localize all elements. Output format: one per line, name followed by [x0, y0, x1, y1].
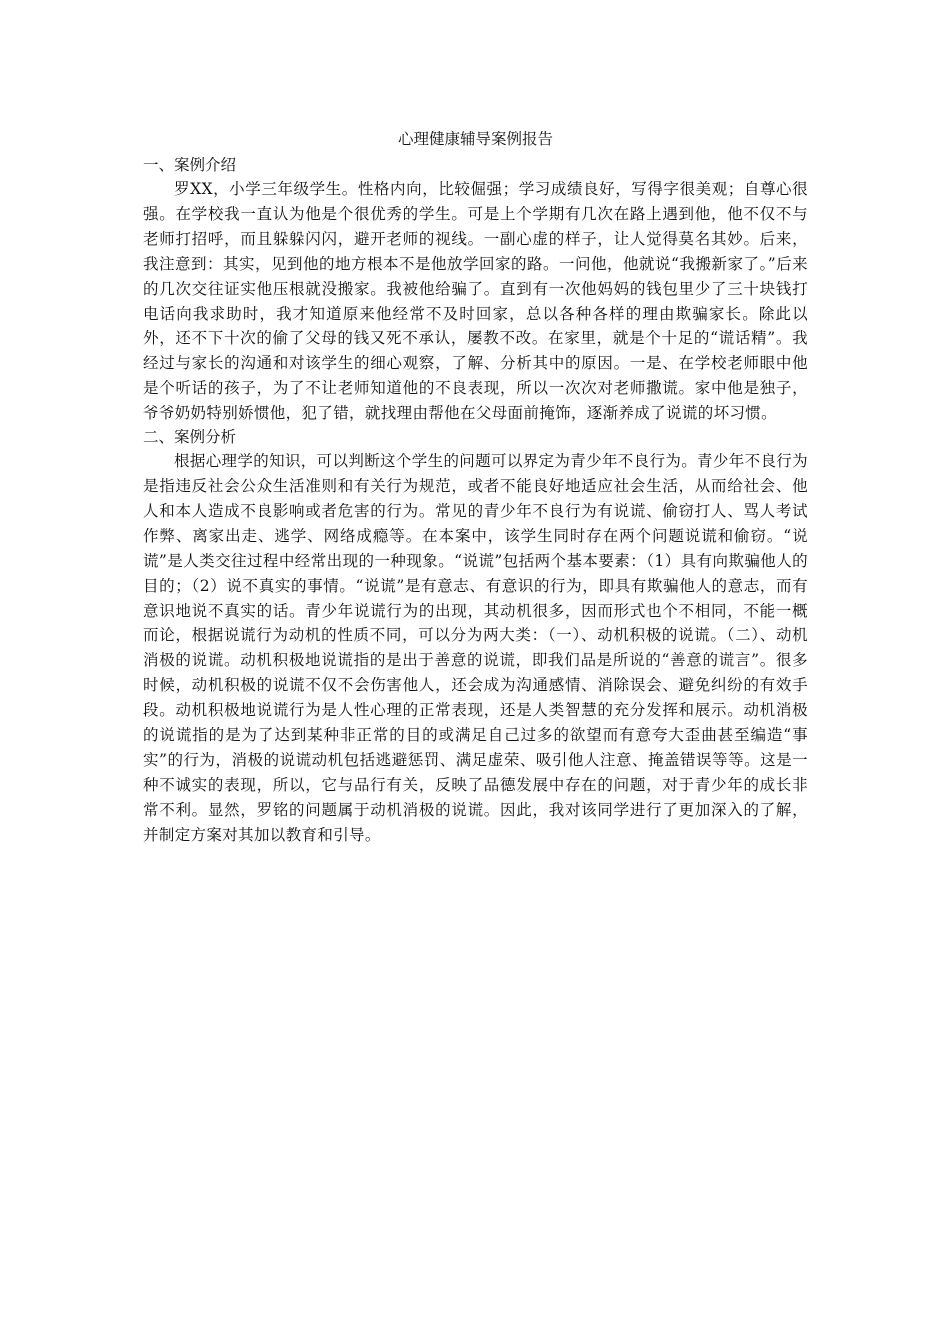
document-title: 心理健康辅导案例报告 — [397, 130, 553, 148]
section-heading: 一、案例介绍 — [143, 156, 237, 174]
section-heading: 二、案例分析 — [143, 428, 237, 447]
section-paragraph: 罗XX，小学三年级学生。性格内向，比较倔强；学习成绩良好，写得字很美观；自尊心很强。在学校我一直认为他是个很优秀的学生。可是上个学期有几次在路上遇到他，他不仅不与老师打招呼，而且躲躲闪闪，避开老师的视线。一副心虚的样子，让人觉得莫名其妙。后来，我注意到：其实，见到他的地方根本不是他放学回家的路。一问他，他就说“我搬新家了。”后来的几次交往证实他压根就没搬家。我被他给骗了。直到有一次他妈妈的钱包里少了三十块钱打电话向我求助时，我才知道原来他经常不及时回家，总以各种各样的理由欺骗家长。除此以外，还不下十次的偷了父母的钱又死不承认，屡教不改。在家里，就是个十足的“谎话精”。我经过与家长的沟通和对该学生的细心观察，了解、分析其中的原因。一是、在学校老师眼中他是个听话的孩子，为了不让老师知道他的不良表现，所以一次次对老师撒谎。家中他是独子，爷爷奶奶特别娇惯他，犯了错，就找理由帮他在父母面前掩饰，逐渐养成了说谎的坏习惯。 — [143, 180, 808, 423]
section-case-analysis — [143, 426, 808, 848]
section-case-introduction — [143, 154, 808, 426]
section-paragraph: 根据心理学的知识，可以判断这个学生的问题可以界定为青少年不良行为。青少年不良行为是指违反社会公众生活准则和有关行为规范，或者不能良好地适应社会生活，从而给社会、他人和本人造成不良影响或者危害的行为。常见的青少年不良行为有说谎、偷窃打人、骂人考试作弊、离家出走、逃学、网络成瘾等。在本案中，该学生同时存在两个问题说谎和偷窃。“说谎”是人类交往过程中经常出现的一种现象。“说谎”包括两个基本要素：（1）具有向欺骗他人的目的；（2）说不真实的事情。“说谎”是有意志、有意识的行为，即具有欺骗他人的意志，而有意识地说不真实的话。青少年说谎行为的出现，其动机很多，因而形式也个不相同，不能一概而论，根据说谎行为动机的性质不同，可以分为两大类：（一）、动机积极的说谎。（二）、动机消极的说谎。动机积极地说谎指的是出于善意的说谎，即我们品是所说的“善意的谎言”。很多时候，动机积极的说谎不仅不会伤害他人，还会成为沟通感情、消除误会、避免纠纷的有效手段。动机积极地说谎行为是人性心理的正常表现，还是人类智慧的充分发挥和展示。动机消极的说谎指的是为了达到某种非正常的目的或满足自己过多的欲望而有意夸大歪曲甚至编造“事实”的行为，消极的说谎动机包括逃避惩罚、满足虚荣、吸引他人注意、掩盖错误等等。这是一种不诚实的表现，所以，它与品行有关，反映了品德发展中存在的问题，对于青少年的成长非常不利。显然，罗铭的问题属于动机消极的说谎。因此，我对该同学进行了更加深入的了解，并制定方案对其加以教育和引导。 — [143, 452, 809, 844]
document-page — [143, 124, 808, 848]
